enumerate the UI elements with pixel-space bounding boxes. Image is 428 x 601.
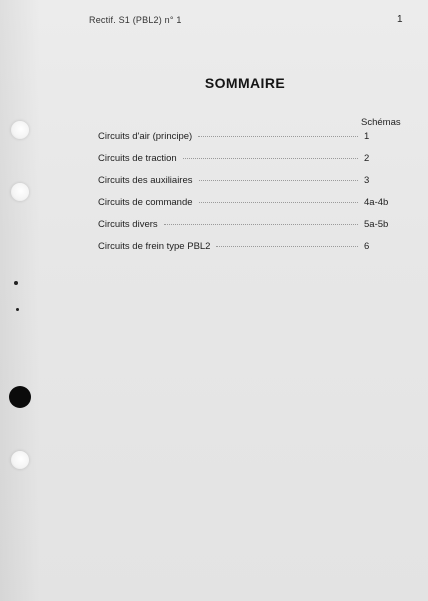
toc-entry-label: Circuits de traction <box>98 153 177 164</box>
toc-entry-schema: 6 <box>364 241 370 252</box>
dot-leader <box>216 246 358 247</box>
dot-leader <box>199 180 358 181</box>
toc-entry-schema: 1 <box>364 131 370 142</box>
schemas-column-heading: Schémas <box>361 117 401 128</box>
toc-entry-schema: 4a-4b <box>364 197 389 208</box>
toc-entry <box>98 175 404 197</box>
dot-leader <box>198 136 358 137</box>
toc-entry-label: Circuits divers <box>98 219 158 230</box>
header-reference: Rectif. S1 (PBL2) n° 1 <box>89 15 182 25</box>
punch-hole <box>11 451 29 469</box>
toc-entry <box>98 219 404 241</box>
page-title: SOMMAIRE <box>204 75 286 91</box>
toc-entry <box>98 241 404 263</box>
toc-entry <box>98 131 404 153</box>
toc-entry-label: Circuits d'air (principe) <box>98 131 193 142</box>
toc-entry <box>98 153 404 175</box>
toc-entry-label: Circuits des auxiliaires <box>98 175 193 186</box>
toc-entry-schema: 5a-5b <box>364 219 389 230</box>
dot-leader <box>199 202 358 203</box>
punch-hole <box>11 183 29 201</box>
toc-entry-schema: 2 <box>364 153 370 164</box>
punch-hole-dark <box>9 386 31 408</box>
page-number: 1 <box>397 14 403 25</box>
speck <box>16 308 19 311</box>
toc-entry-label: Circuits de frein type PBL2 <box>98 241 211 252</box>
toc-entry-label: Circuits de commande <box>98 197 193 208</box>
table-of-contents <box>98 131 404 263</box>
speck <box>14 281 18 285</box>
dot-leader <box>183 158 358 159</box>
dot-leader <box>164 224 358 225</box>
punch-hole <box>11 121 29 139</box>
toc-entry-schema: 3 <box>364 175 370 186</box>
toc-entry <box>98 197 404 219</box>
